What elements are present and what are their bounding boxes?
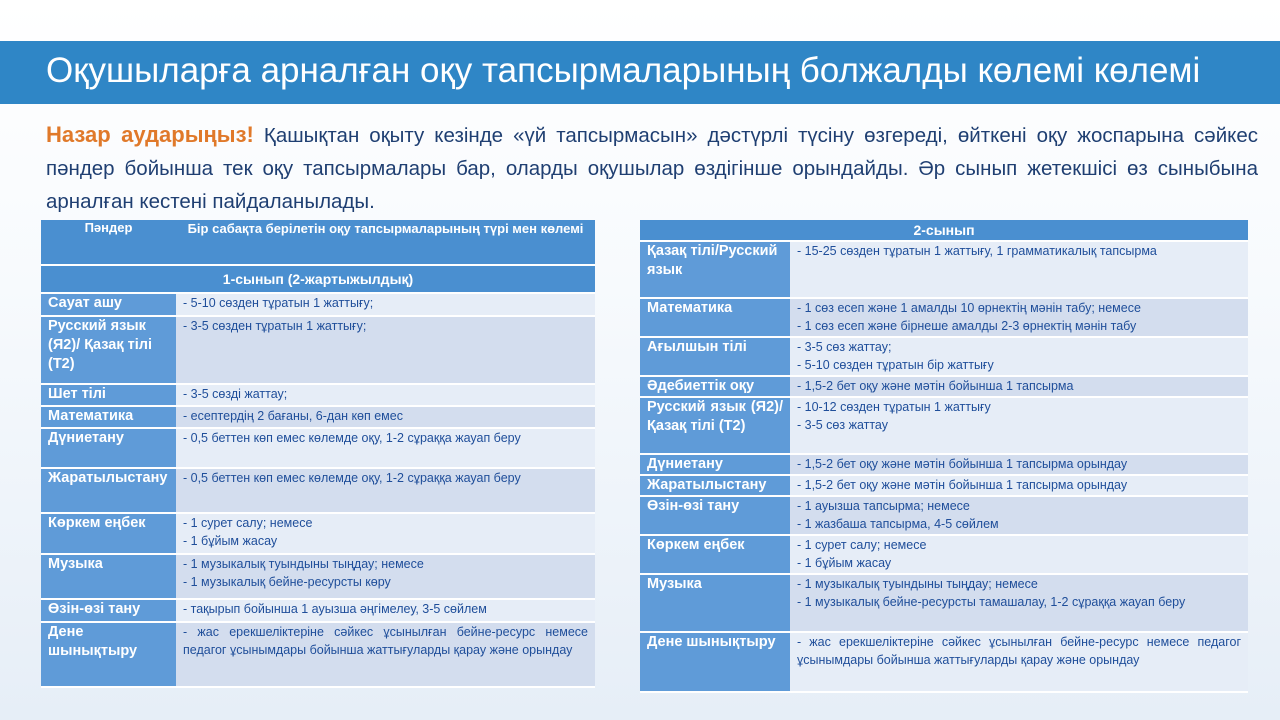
table-row [41,468,595,513]
task-line: - 3-5 сөзді жаттау; [183,387,288,401]
task-line: - 1,5-2 бет оқу және мәтін бойынша 1 тапсырма орындау [797,478,1128,492]
task-column-header: Бір сабақта берілетін оқу тапсырмаларының түрі мен көлемі [176,220,595,265]
table-row [640,376,1248,397]
task-line: - 1 бұйым жасау [797,556,892,570]
table-row [41,293,595,316]
subject-cell: Көркем еңбек [41,513,176,554]
table-row [640,475,1248,496]
table-row [41,554,595,599]
table-row [41,316,595,384]
table-row [41,428,595,468]
subject-cell: Музыка [41,554,176,599]
subject-cell: Өзін-өзі тану [41,599,176,622]
subject-cell: Ағылшын тілі [640,337,790,376]
table-row [640,454,1248,475]
task-line: - 1 музыкалық бейне-ресурсты көру [183,575,391,589]
intro-text: Қашықтан оқыту кезінде «үй тапсырмасын» дәстүрлі түсіну өзгереді, өйткені оқу жоспарына сәйкес пәндер бойынша тек оқу тапсырмалары бар, оларды оқушылар өздігінше орындайды. Әр сынып жетекшісі өз сыныбына арналған кестені пайдаланылады. [46,124,1259,213]
task-line: - 1 музыкалық туындыны тыңдау; немесе [183,557,424,571]
subject-cell: Дүниетану [640,454,790,475]
task-line: - 1,5-2 бет оқу және мәтін бойынша 1 тапсырма орындау [797,457,1128,471]
task-line: - 1 музыкалық туындыны тыңдау; немесе [797,577,1038,591]
task-line: - 1 жазбаша тапсырма, 4-5 сөйлем [797,517,999,531]
task-cell [176,428,595,468]
task-line: - есептердің 2 бағаны, 6-дан көп емес [183,409,403,423]
task-line: - 1 музыкалық бейне-ресурсты тамашалау, 1-2 сұраққа жауап беру [797,595,1186,609]
table-row [640,496,1248,535]
task-cell [176,406,595,428]
task-cell [790,574,1248,632]
table-row [41,384,595,406]
task-cell [176,599,595,622]
subject-cell: Өзін-өзі тану [640,496,790,535]
task-cell [790,241,1248,298]
subject-cell: Математика [640,298,790,337]
grade-1-table [41,220,595,688]
subject-cell: Әдебиеттік оқу [640,376,790,397]
table-row [640,397,1248,454]
subject-cell: Дене шынықтыру [640,632,790,692]
task-line: - 3-5 сөз жаттау; [797,340,892,354]
task-line: - 5-10 сөзден тұратын 1 жаттығу; [183,296,374,310]
task-line: - 1 сөз есеп және 1 амалды 10 өрнектің мәнін табу; немесе [797,301,1141,315]
table-row [41,622,595,687]
task-line: - 1 сурет салу; немесе [183,516,313,530]
task-cell [790,376,1248,397]
task-line: - 1 ауызша тапсырма; немесе [797,499,970,513]
subject-cell: Русский язык (Я2)/ Қазақ тілі (Т2) [41,316,176,384]
table-row [640,298,1248,337]
task-cell [790,298,1248,337]
subjects-column-header: Пәндер [41,220,176,265]
task-cell [790,632,1248,692]
subject-cell: Дене шынықтыру [41,622,176,687]
subject-cell: Сауат ашу [41,293,176,316]
task-cell [176,384,595,406]
intro-paragraph [46,118,1258,218]
subject-cell: Дүниетану [41,428,176,468]
task-cell [790,337,1248,376]
task-cell [790,454,1248,475]
page-title: Оқушыларға арналған оқу тапсырмаларының болжалды көлемі көлемі [46,51,1201,90]
title-bar [0,41,1280,104]
task-cell [790,397,1248,454]
grade-2-table [640,220,1248,693]
task-cell [790,535,1248,574]
task-cell [176,622,595,687]
table-row [640,632,1248,692]
table-row [41,513,595,554]
subject-cell: Қазақ тілі/Русский язык [640,241,790,298]
task-cell [176,316,595,384]
subject-cell: Русский язык (Я2)/Қазақ тілі (Т2) [640,397,790,454]
subject-cell: Шет тілі [41,384,176,406]
task-line: - жас ерекшеліктеріне сәйкес ұсынылған бейне-ресурс немесе педагог ұсынымдары бойынша жаттығуларды қарау және орындау [183,625,588,657]
task-line: - 0,5 беттен көп емес көлемде оқу, 1-2 сұраққа жауап беру [183,471,521,485]
subject-cell: Жаратылыстану [640,475,790,496]
subject-cell: Математика [41,406,176,428]
subject-cell: Көркем еңбек [640,535,790,574]
subject-cell: Жаратылыстану [41,468,176,513]
table-row [41,406,595,428]
task-line: - 10-12 сөзден тұратын 1 жаттығу [797,400,991,414]
task-line: - тақырып бойынша 1 ауызша әңгімелеу, 3-5 сөйлем [183,602,487,616]
task-line: - 1 бұйым жасау [183,534,278,548]
subject-cell: Музыка [640,574,790,632]
table-row [41,599,595,622]
table-row [640,241,1248,298]
grade-2-section-header: 2-сынып [640,220,1248,241]
table-row [640,574,1248,632]
table-row [640,535,1248,574]
task-line: - жас ерекшеліктеріне сәйкес ұсынылған бейне-ресурс немесе педагог ұсынымдары бойынша жаттығуларды қарау және орындау [797,635,1241,667]
task-line: - 1 сөз есеп және бірнеше амалды 2-3 өрнектің мәнін табу [797,319,1137,333]
task-line: - 1 сурет салу; немесе [797,538,927,552]
task-cell [176,293,595,316]
task-cell [176,513,595,554]
task-line: - 15-25 сөзден тұратын 1 жаттығу, 1 грамматикалық тапсырма [797,244,1157,258]
task-cell [790,496,1248,535]
task-line: - 3-5 сөз жаттау [797,418,888,432]
task-line: - 1,5-2 бет оқу және мәтін бойынша 1 тапсырма [797,379,1074,393]
task-line: - 3-5 сөзден тұратын 1 жаттығу; [183,319,367,333]
table-row [640,337,1248,376]
task-line: - 5-10 сөзден тұратын бір жаттығу [797,358,994,372]
grade-1-section-header: 1-сынып (2-жартыжылдық) [41,265,595,293]
attention-label: Назар аударыңыз! [46,122,254,147]
task-line: - 0,5 беттен көп емес көлемде оқу, 1-2 сұраққа жауап беру [183,431,521,445]
task-cell [176,554,595,599]
task-cell [790,475,1248,496]
task-cell [176,468,595,513]
